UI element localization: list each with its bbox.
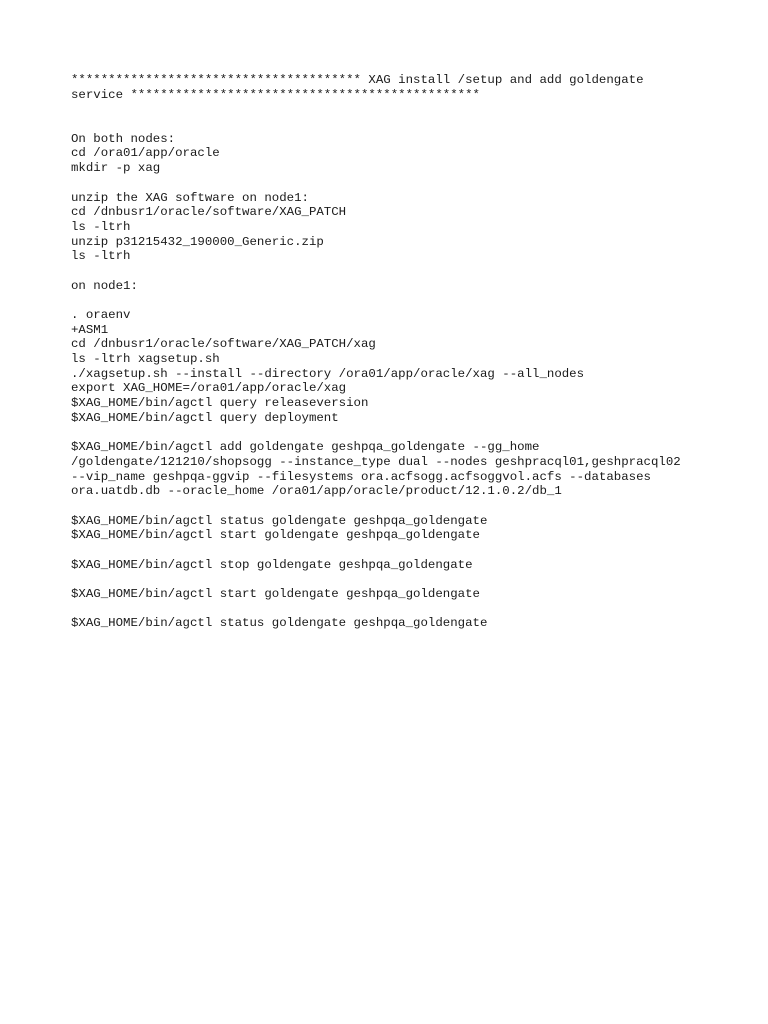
command-line: ./xagsetup.sh --install --directory /ora01/app/oracle/xag --all_nodes: [71, 366, 585, 381]
command-line: +ASM1: [71, 322, 109, 337]
blank-line: [71, 499, 731, 514]
command-line: $XAG_HOME/bin/agctl query releaseversion: [71, 396, 369, 411]
command-line: $XAG_HOME/bin/agctl start goldengate geshpqa_goldengate: [71, 587, 480, 602]
command-line: ls -ltrh: [71, 219, 131, 234]
blank-line: [71, 176, 731, 191]
heading-line: *************************************** XAG install /setup and add goldengate: [71, 73, 644, 87]
command-line: ls -ltrh: [71, 249, 131, 264]
command-line: $XAG_HOME/bin/agctl stop goldengate geshpqa_goldengate: [71, 557, 473, 572]
blank-line: [71, 102, 731, 117]
command-line: $XAG_HOME/bin/agctl status goldengate geshpqa_goldengate: [71, 513, 488, 528]
document-page: [71, 73, 731, 631]
section-heading: On both nodes:: [71, 131, 176, 146]
command-line: ls -ltrh xagsetup.sh: [71, 352, 220, 367]
command-line: $XAG_HOME/bin/agctl add goldengate geshpqa_goldengate --gg_home: [71, 440, 540, 455]
command-line: . oraenv: [71, 308, 131, 322]
section-heading: unzip the XAG software on node1:: [71, 190, 309, 205]
command-line: export XAG_HOME=/ora01/app/oracle/xag: [71, 381, 347, 396]
command-line: $XAG_HOME/bin/agctl status goldengate geshpqa_goldengate: [71, 616, 488, 631]
heading-line: service ***********************************************: [71, 87, 480, 102]
command-line: /goldengate/121210/shopsogg --instance_type dual --nodes geshpracql01,geshpracql02: [71, 454, 681, 469]
section-heading: on node1:: [71, 278, 138, 293]
blank-line: [71, 602, 731, 617]
command-line: cd /dnbusr1/oracle/software/XAG_PATCH: [71, 205, 347, 220]
command-line: mkdir -p xag: [71, 161, 161, 176]
blank-line: [71, 264, 731, 279]
blank-line: [71, 117, 731, 132]
command-line: cd /dnbusr1/oracle/software/XAG_PATCH/xag: [71, 337, 376, 352]
command-line: unzip p31215432_190000_Generic.zip: [71, 234, 324, 249]
blank-line: [71, 543, 731, 558]
command-line: --vip_name geshpqa-ggvip --filesystems ora.acfsogg.acfsoggvol.acfs --databases: [71, 469, 651, 484]
blank-line: [71, 293, 731, 308]
blank-line: [71, 426, 731, 441]
command-line: ora.uatdb.db --oracle_home /ora01/app/oracle/product/12.1.0.2/db_1: [71, 484, 562, 499]
command-line: $XAG_HOME/bin/agctl query deployment: [71, 410, 339, 425]
command-line: $XAG_HOME/bin/agctl start goldengate geshpqa_goldengate: [71, 528, 480, 543]
command-line: cd /ora01/app/oracle: [71, 146, 220, 161]
blank-line: [71, 572, 731, 587]
